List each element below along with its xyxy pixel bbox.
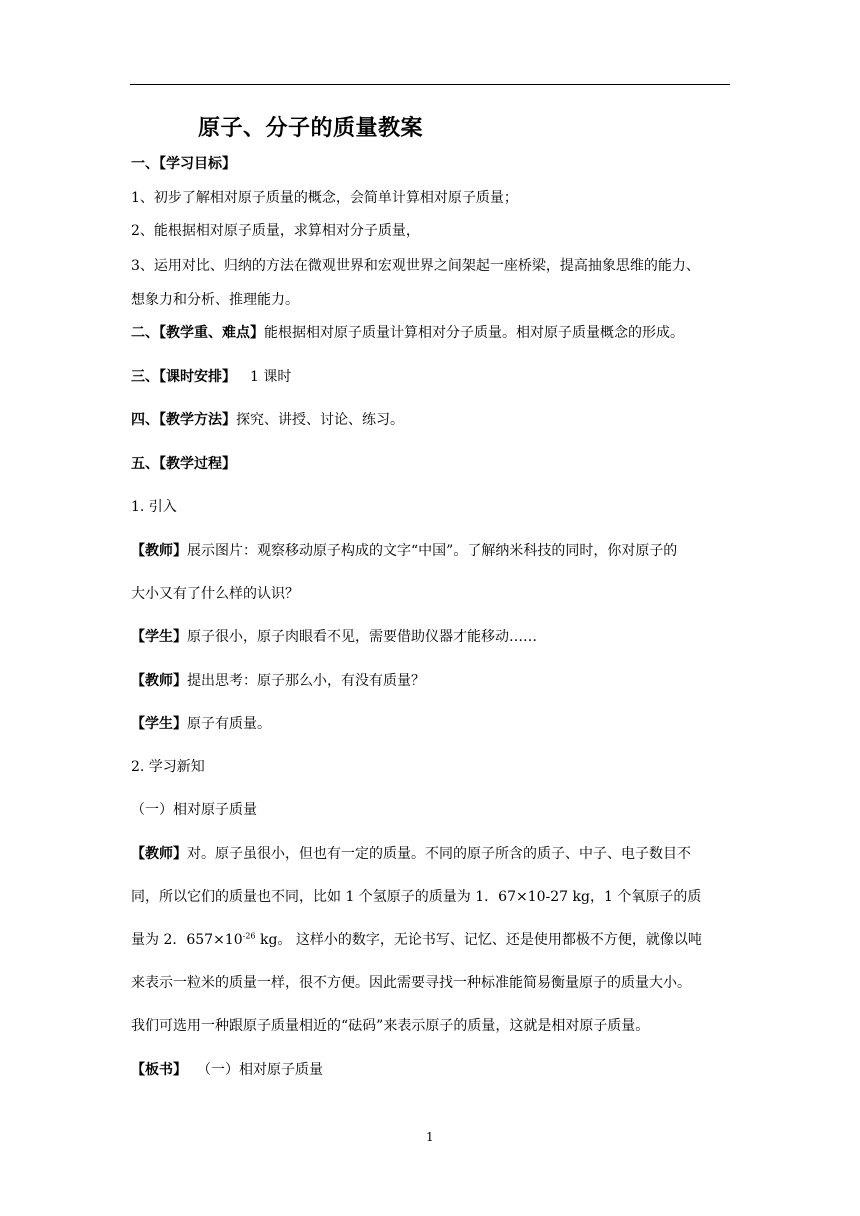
- objectives-heading: 一、【学习目标】: [131, 156, 236, 172]
- mass-value-continued: kg。 这样小的数字，无论书写、记忆、还是使用都极不方便，就像以吨: [255, 932, 702, 948]
- exponent: -26: [242, 931, 256, 941]
- teacher-dialogue-3-line-4: 来表示一粒米的质量一样，很不方便。因此需要寻找一种标准能简易衡量原子的质量大小。: [131, 975, 691, 991]
- teacher-text: 展示图片：观察移动原子构成的文字“中国”。了解纳米科技的同时，你对原子的: [187, 543, 678, 559]
- student-dialogue-2: [131, 715, 271, 733]
- step-new-knowledge: 2. 学习新知: [131, 759, 205, 775]
- teacher-text: 提出思考：原子那么小，有没有质量？: [187, 673, 425, 689]
- teacher-dialogue-1: [131, 542, 677, 560]
- schedule-text: 1 课时: [250, 369, 292, 385]
- teacher-dialogue-3-line-3: [131, 931, 702, 949]
- objective-item-1: 1、初步了解相对原子质量的概念，会简单计算相对原子质量；: [131, 190, 518, 206]
- student-dialogue-1: [131, 628, 537, 646]
- key-points-line: [131, 324, 684, 342]
- teacher-dialogue-3-line-2: 同，所以它们的质量也不同，比如 1 个氢原子的质量为 1．67×10-27 kg，1 个氧原子的质: [131, 889, 702, 905]
- teacher-label: 【教师】: [131, 846, 187, 862]
- student-label: 【学生】: [131, 629, 187, 645]
- teacher-label: 【教师】: [131, 673, 187, 689]
- teacher-dialogue-2: [131, 672, 425, 690]
- key-points-text: 能根据相对原子质量计算相对分子质量。相对原子质量概念的形成。: [264, 325, 684, 341]
- board-writing: [131, 1061, 323, 1079]
- student-text: 原子有质量。: [187, 716, 271, 732]
- methods-label: 四、【教学方法】: [131, 412, 236, 428]
- schedule-line: [131, 368, 291, 386]
- board-text: （一）相对原子质量: [197, 1062, 323, 1078]
- teacher-text: 对。原子虽很小，但也有一定的质量。不同的原子所含的质子、中子、电子数目不: [187, 846, 691, 862]
- objective-item-2: 2、能根据相对原子质量，求算相对分子质量，: [131, 223, 420, 239]
- methods-line: [131, 411, 404, 429]
- student-label: 【学生】: [131, 716, 187, 732]
- document-title: 原子、分子的质量教案: [198, 116, 424, 141]
- student-text: 原子很小，原子肉眼看不见，需要借助仪器才能移动……: [187, 629, 537, 645]
- teacher-dialogue-1-continued: 大小又有了什么样的认识？: [131, 586, 299, 602]
- key-points-label: 二、【教学重、难点】: [131, 325, 264, 341]
- board-label: 【板书】: [131, 1062, 187, 1078]
- methods-text: 探究、讲授、讨论、练习。: [236, 412, 404, 428]
- teacher-dialogue-3: [131, 845, 691, 863]
- step-intro: 1. 引入: [131, 499, 177, 515]
- objective-item-3-continued: 想象力和分析、推理能力。: [131, 292, 299, 308]
- teacher-dialogue-3-line-5: 我们可选用一种跟原子质量相近的“砝码”来表示原子的质量，这就是相对原子质量。: [131, 1018, 650, 1034]
- process-heading: 五、【教学过程】: [131, 456, 236, 472]
- subsection-relative-atomic-mass: （一）相对原子质量: [131, 802, 257, 818]
- teacher-label: 【教师】: [131, 543, 187, 559]
- header-rule: [130, 84, 730, 85]
- objective-item-3: 3、运用对比、归纳的方法在微观世界和宏观世界之间架起一座桥梁，提高抽象思维的能力、: [131, 258, 700, 274]
- page-number: 1: [426, 1130, 434, 1144]
- schedule-label: 三、【课时安排】: [131, 369, 236, 385]
- mass-value-text: 量为 2．657×10: [131, 932, 243, 948]
